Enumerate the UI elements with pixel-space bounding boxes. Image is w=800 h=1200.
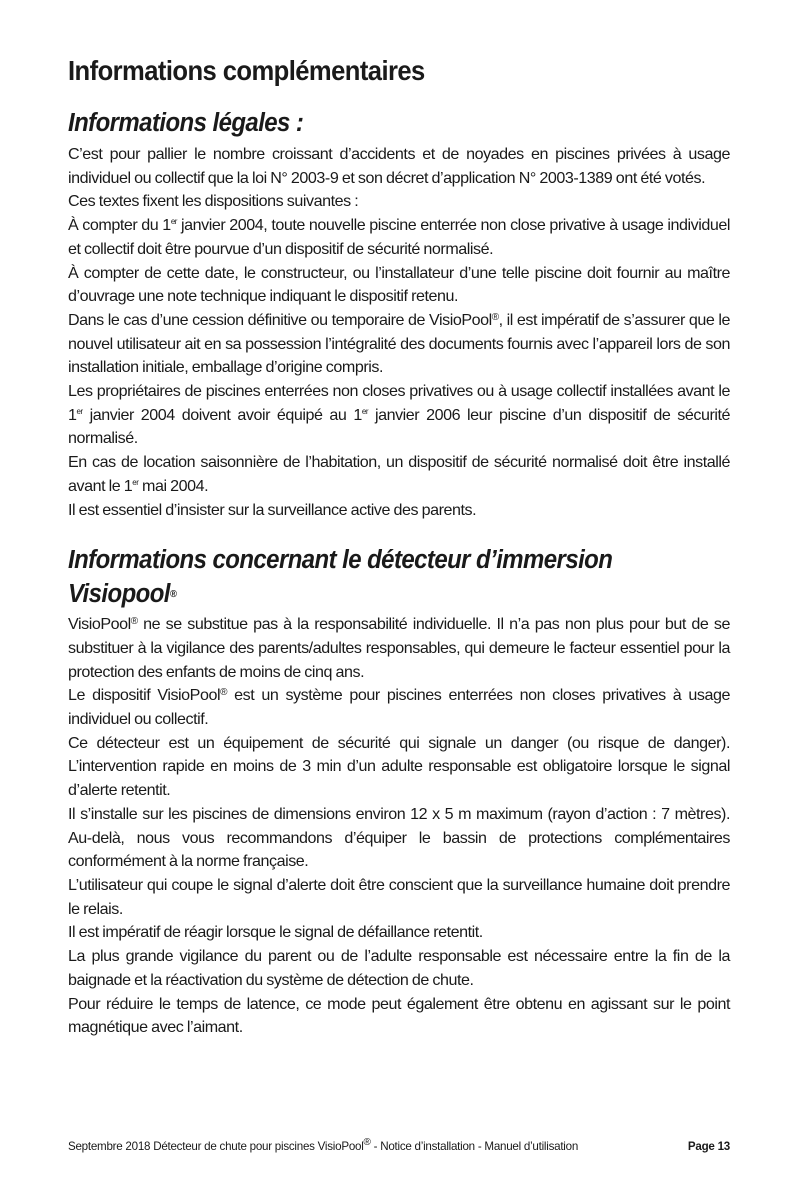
text-run: Les propriétaires de piscines enterrées non closes privatives ou à usage collectif installées avant le 1	[68, 382, 730, 424]
paragraph: Pour réduire le temps de latence, ce mode peut également être obtenu en agissant sur le point magnétique avec l’aimant.	[68, 994, 730, 1037]
text-run: est un système pour piscines enterrées non closes privatives à usage individuel ou collectif.	[68, 686, 730, 729]
paragraph	[68, 684, 730, 731]
text-run: En cas de location saisonnière de l’habitation, un dispositif de sécurité normalisé doit être installé avant le 1	[68, 453, 730, 495]
text-run: mai 2004.	[138, 476, 209, 495]
paragraph: C’est pour pallier le nombre croissant d’accidents et de noyades en piscines privées à usage individuel ou collectif que la loi N° 2003-9 et son décret d’application N° 2003-1389 ont été votés.	[68, 145, 730, 187]
registered-mark: ®	[169, 589, 177, 601]
text-run: VisioPool	[68, 615, 131, 634]
text-run: À compter du 1	[68, 216, 171, 235]
registered-mark: ®	[220, 687, 228, 699]
registered-mark: ®	[363, 1137, 371, 1148]
paragraph	[68, 613, 730, 684]
paragraph: Ces textes fixent les dispositions suivantes :	[68, 192, 359, 211]
paragraph	[68, 451, 730, 498]
text-run: janvier 2004 doivent avoir équipé au 1	[82, 405, 362, 424]
text-run: janvier 2004, toute nouvelle piscine enterrée non close privative à usage individuel et collectif doit être pourvue d’un dispositif de sécurité normalisé.	[68, 216, 731, 258]
superscript: er	[132, 477, 139, 487]
section-body-legal	[68, 143, 730, 522]
text-run: , il est impératif de s’assurer que le nouvel utilisateur ait en sa possession l’intégralité des documents fournis avec l’appareil lors de son installation initiale, emballage d’origine compris.	[68, 310, 730, 377]
section-body-detector	[68, 613, 730, 1040]
section-title-detector	[68, 543, 690, 611]
paragraph: L’utilisateur qui coupe le signal d’alerte doit être conscient que la surveillance humaine doit prendre le relais.	[68, 875, 730, 918]
superscript: er	[170, 217, 178, 227]
text-run: ne se substitue pas à la responsabilité individuelle. Il n’a pas non plus pour but de se substituer à la vigilance des parents/adultes responsables, qui demeure le facteur essentiel pour la protection des enfants de moins de cinq ans.	[68, 615, 730, 681]
text-run: - Notice d’installation - Manuel d’utilisation	[370, 1140, 579, 1153]
text-run: Septembre 2018 Détecteur de chute pour piscines VisioPool	[68, 1140, 364, 1153]
paragraph	[68, 214, 730, 261]
paragraph: À compter de cette date, le constructeur, ou l’installateur d’une telle piscine doit fournir au maître d’ouvrage une note technique indiquant le dispositif retenu.	[68, 263, 730, 306]
registered-mark: ®	[491, 311, 499, 323]
text-run: janvier 2006 leur piscine d’un dispositif de sécurité normalisé.	[68, 405, 730, 448]
document-page	[68, 52, 730, 1040]
paragraph	[68, 380, 730, 451]
superscript: er	[76, 406, 83, 416]
page-title: Informations complémentaires	[68, 55, 425, 86]
paragraph: Ce détecteur est un équipement de sécurité qui signale un danger (ou risque de danger). L’intervention rapide en moins de 3 min d’un adulte responsable est obligatoire lorsque le signal d’alerte retentit.	[68, 733, 730, 800]
paragraph: Il est essentiel d’insister sur la surveillance active des parents.	[68, 500, 477, 519]
text-run: Le dispositif VisioPool	[68, 686, 221, 705]
paragraph: La plus grande vigilance du parent ou de l’adulte responsable est nécessaire entre la fin de la baignade et la réactivation du système de détection de chute.	[68, 947, 730, 989]
registered-mark: ®	[130, 616, 138, 628]
text-run: Dans le cas d’une cession définitive ou temporaire de VisioPool	[68, 310, 492, 329]
title-line: Visiopool	[68, 580, 170, 609]
footer-text	[68, 1137, 579, 1153]
section-title-legal: Informations légales :	[68, 109, 304, 137]
page-number: Page 13	[687, 1140, 730, 1153]
superscript: er	[361, 406, 369, 416]
title-line: Informations concernant le détecteur d’immersion	[68, 546, 613, 575]
paragraph: Il s’installe sur les piscines de dimensions environ 12 x 5 m maximum (rayon d’action : 7 mètres). Au-delà, nous vous recommandons d’équiper le bassin de protections complémentaires conformément à la norme française.	[68, 804, 730, 871]
paragraph	[68, 309, 730, 380]
paragraph: Il est impératif de réagir lorsque le signal de défaillance retentit.	[68, 923, 483, 942]
